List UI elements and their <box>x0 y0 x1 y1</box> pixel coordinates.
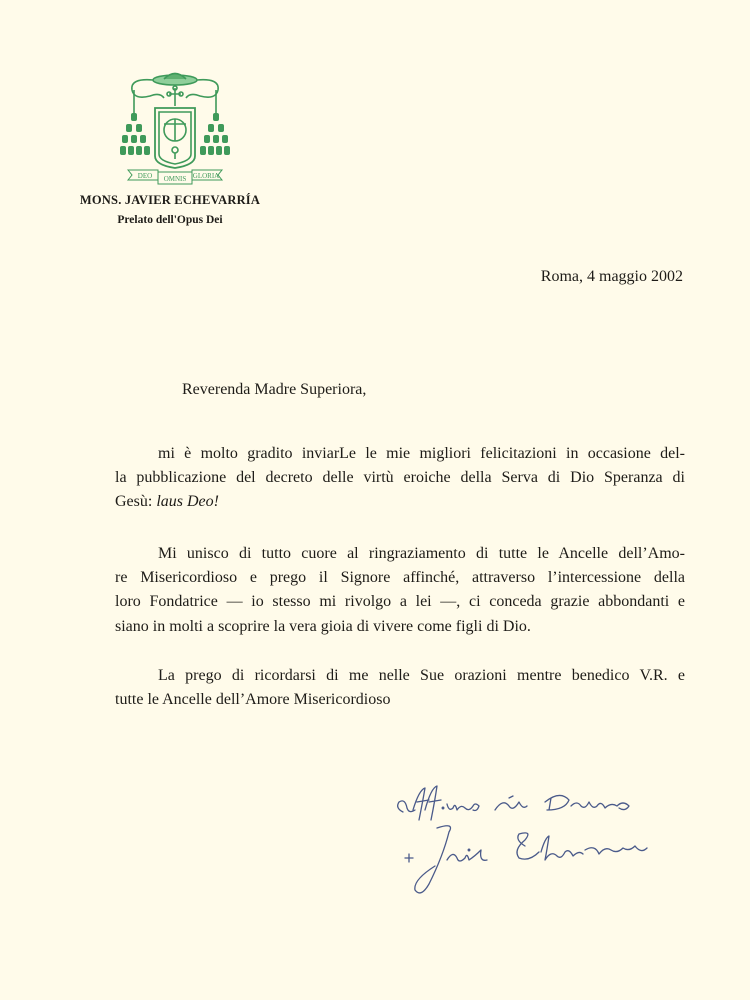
salutation: Reverenda Madre Superiora, <box>182 381 367 398</box>
text-line: Mi unisco di tutto cuore al ringraziamento di tutte le Ancelle dell’Amo- <box>158 545 685 562</box>
text-fragment: Gesù: <box>115 493 157 511</box>
motto-word: OMNIS <box>163 175 187 183</box>
text-line: re Misericordioso e prego il Signore affinché, attraverso l’intercessione della <box>115 569 685 587</box>
handwritten-signature <box>385 780 675 900</box>
text-line: loro Fondatrice — io stesso mi rivolgo a lei —, ci conceda grazie abbondanti e <box>115 593 685 611</box>
text-line: siano in molti a scoprire la vera gioia di vivere come figli di Dio. <box>115 617 531 635</box>
text-line <box>115 490 685 514</box>
motto-word: DEO <box>137 172 153 180</box>
laus-deo-italic: laus Deo! <box>156 493 219 511</box>
text-line: mi è molto gradito inviarLe le mie migliori felicitazioni in occasione del- <box>158 445 685 462</box>
text-line: tutte le Ancelle dell’Amore Misericordioso <box>115 691 391 709</box>
paragraph-3 <box>115 664 685 712</box>
letter-date: Roma, 4 maggio 2002 <box>540 268 683 285</box>
paragraph-1 <box>115 442 685 515</box>
paragraph-2 <box>115 542 685 639</box>
text-line: La prego di ricordarsi di me nelle Sue orazioni mentre benedico V.R. e <box>158 667 685 684</box>
coat-of-arms-icon <box>120 68 230 188</box>
text-line: la pubblicazione del decreto delle virtù eroiche della Serva di Dio Speranza di <box>115 469 685 487</box>
sender-title: Prelato dell'Opus Dei <box>117 214 223 226</box>
sender-name: MONS. JAVIER ECHEVARRÍA <box>79 193 261 207</box>
motto-word: GLORIA <box>192 172 220 180</box>
